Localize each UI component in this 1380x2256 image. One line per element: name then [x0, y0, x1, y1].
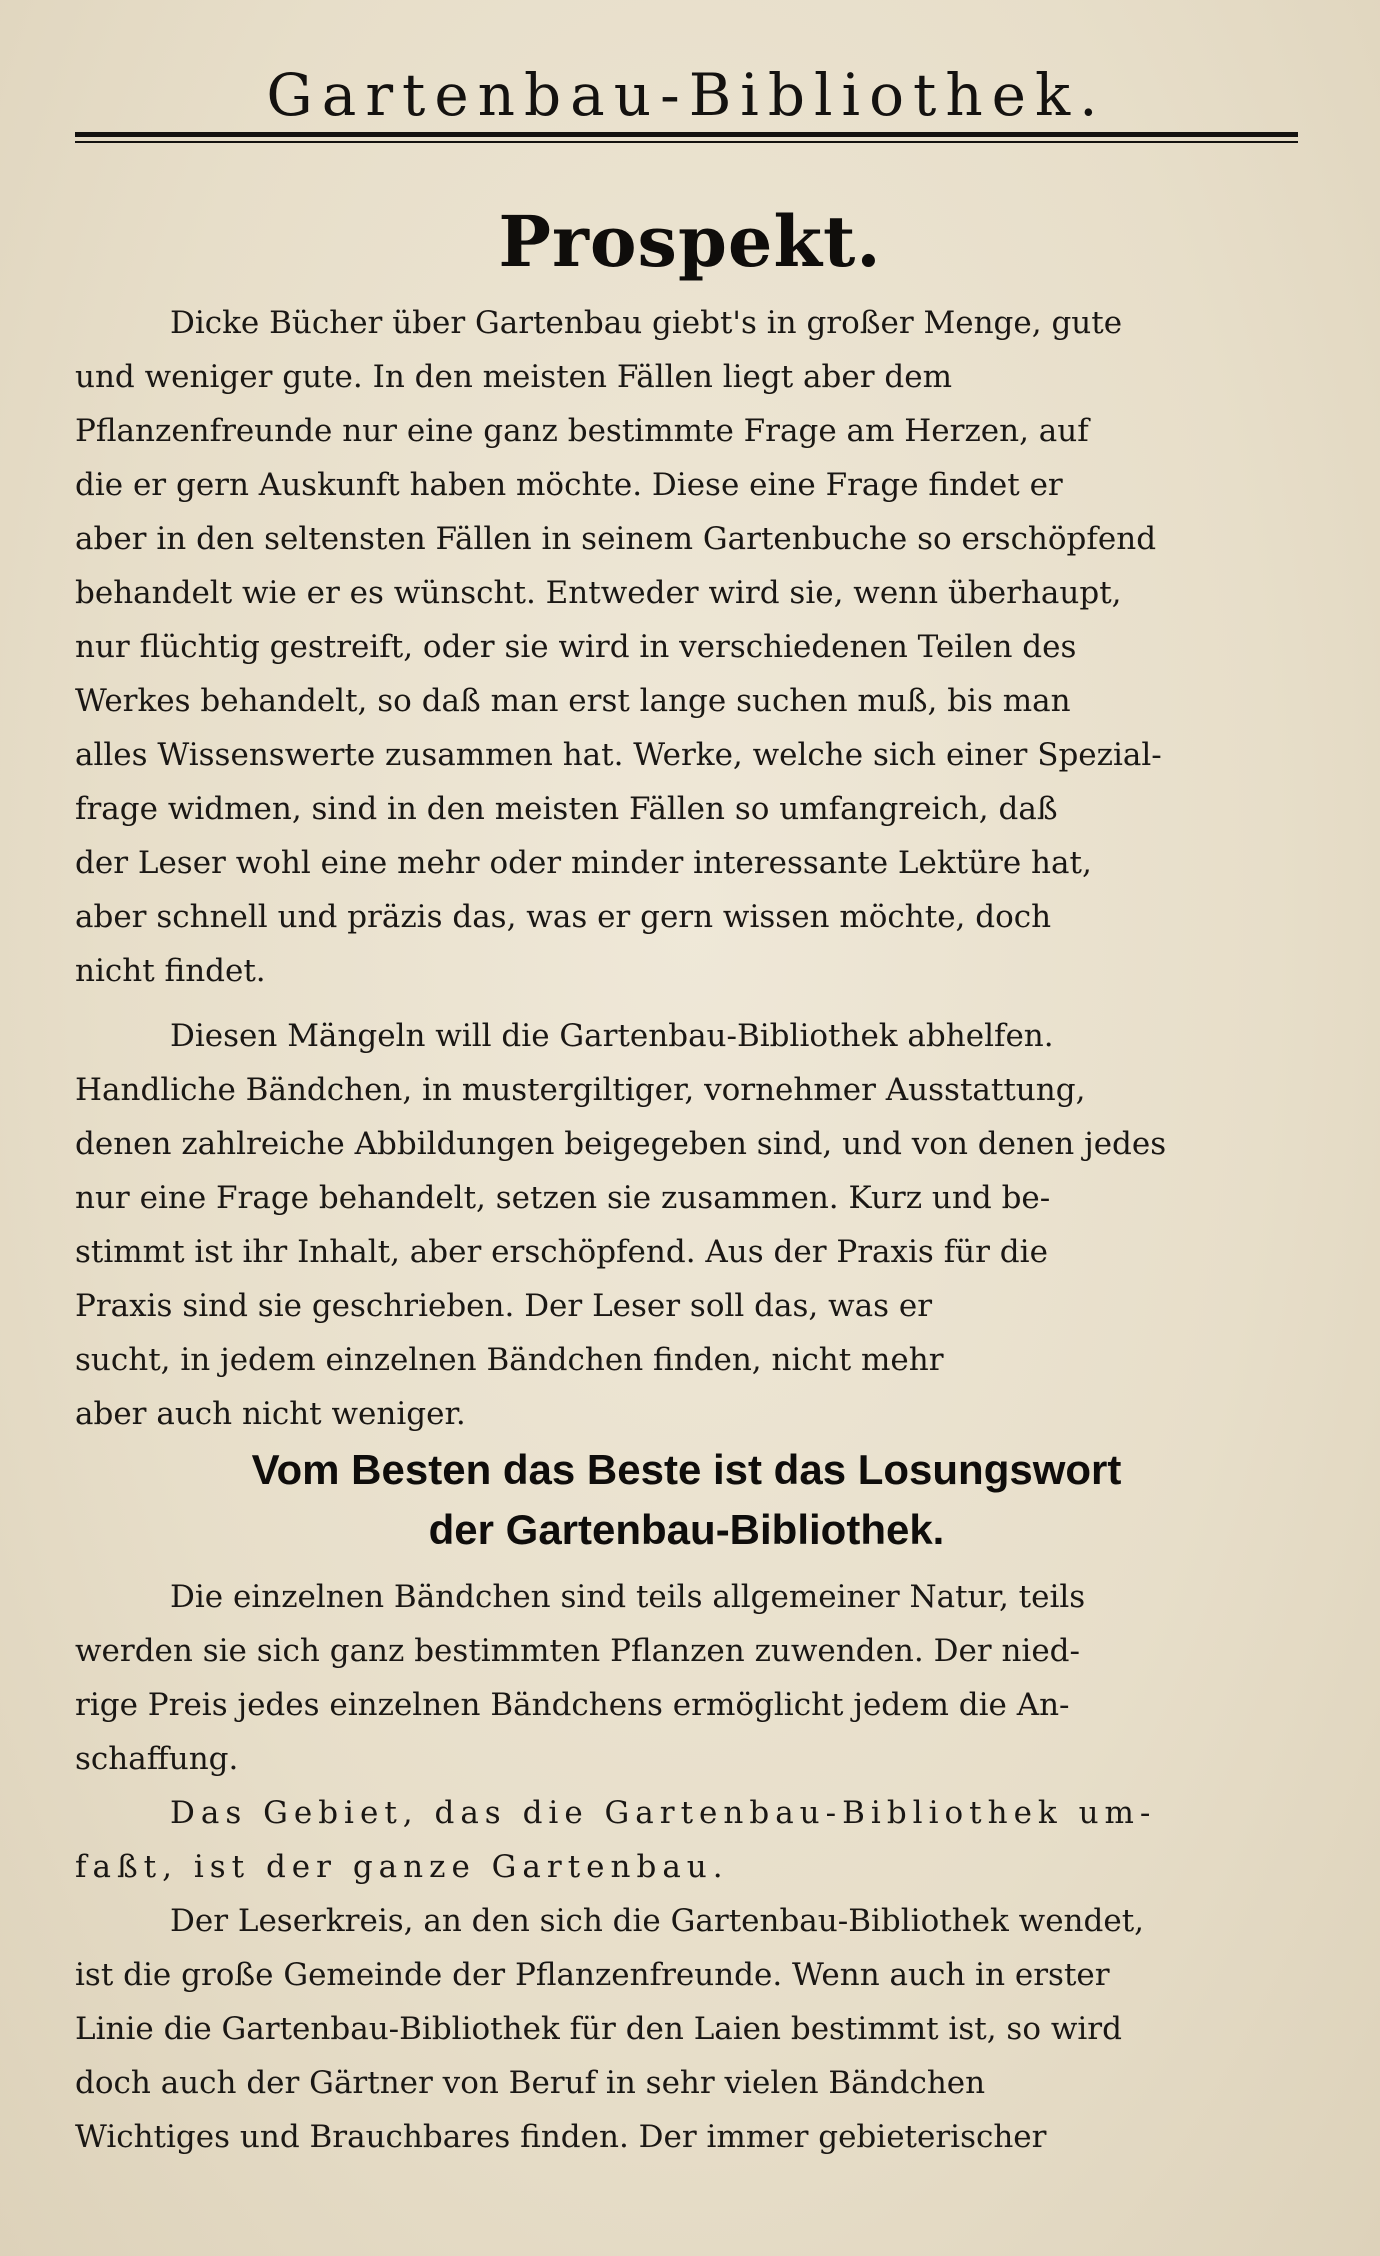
- text-line: aber in den seltensten Fällen in seinem Gartenbuche so erschöpfend: [75, 521, 1157, 557]
- text-line: werden sie sich ganz bestimmten Pflanzen zuwenden. Der nied-: [75, 1633, 1081, 1669]
- text-line: nicht findet.: [75, 953, 266, 989]
- text-line: ist die große Gemeinde der Pflanzenfreunde. Wenn auch in erster: [75, 1957, 1110, 1993]
- slogan-line-1: Vom Besten das Beste ist das Losungswort: [251, 1446, 1122, 1493]
- text-line: Wichtiges und Brauchbares finden. Der immer gebieterischer: [75, 2119, 1047, 2155]
- text-line: Handliche Bändchen, in mustergiltiger, vornehmer Ausstattung,: [75, 1072, 1086, 1108]
- text-line: Der Leserkreis, an den sich die Gartenbau-Bibliothek wendet,: [170, 1903, 1145, 1939]
- paragraph-2: [75, 1009, 1298, 1441]
- slogan-line-2: der Gartenbau-Bibliothek.: [428, 1506, 945, 1553]
- header-rule-thick: [75, 132, 1298, 137]
- text-line: sucht, in jedem einzelnen Bändchen finden, nicht mehr: [75, 1342, 944, 1378]
- text-line: Diesen Mängeln will die Gartenbau-Bibliothek abhelfen.: [170, 1018, 1054, 1054]
- text-line: frage widmen, sind in den meisten Fällen so umfangreich, daß: [75, 791, 1058, 827]
- slogan: [75, 1440, 1298, 1560]
- text-line: die er gern Auskunft haben möchte. Diese eine Frage findet er: [75, 467, 1063, 503]
- text-line: Praxis sind sie geschrieben. Der Leser soll das, was er: [75, 1288, 933, 1324]
- text-line: nur flüchtig gestreift, oder sie wird in verschiedenen Teilen des: [75, 629, 1077, 665]
- text-line: Pflanzenfreunde nur eine ganz bestimmte Frage am Herzen, auf: [75, 413, 1089, 449]
- text-line: nur eine Frage behandelt, setzen sie zusammen. Kurz und be-: [75, 1180, 1051, 1216]
- paragraph-5: [75, 1894, 1298, 2164]
- text-line: Linie die Gartenbau-Bibliothek für den Laien bestimmt ist, so wird: [75, 2011, 1122, 2047]
- paragraph-1: [75, 296, 1298, 998]
- text-line: schaffung.: [75, 1741, 239, 1777]
- text-line: aber auch nicht weniger.: [75, 1396, 466, 1432]
- text-line: behandelt wie er es wünscht. Entweder wird sie, wenn überhaupt,: [75, 575, 1122, 611]
- text-line: doch auch der Gärtner von Beruf in sehr vielen Bändchen: [75, 2065, 986, 2101]
- page-title: Prospekt.: [498, 200, 882, 283]
- text-line: Werkes behandelt, so daß man erst lange suchen muß, bis man: [75, 683, 1071, 719]
- text-line: der Leser wohl eine mehr oder minder interessante Lektüre hat,: [75, 845, 1092, 881]
- text-line: Die einzelnen Bändchen sind teils allgemeiner Natur, teils: [170, 1579, 1086, 1615]
- text-line: aber schnell und präzis das, was er gern wissen möchte, doch: [75, 899, 1052, 935]
- text-line: faßt, ist der ganze Gartenbau.: [75, 1849, 729, 1885]
- text-line: rige Preis jedes einzelnen Bändchens ermöglicht jedem die An-: [75, 1687, 1070, 1723]
- text-line: Dicke Bücher über Gartenbau giebt's in großer Menge, gute: [170, 305, 1123, 341]
- paragraph-3: [75, 1570, 1298, 1786]
- paragraph-4: [75, 1786, 1298, 1894]
- text-line: denen zahlreiche Abbildungen beigegeben sind, und von denen jedes: [75, 1126, 1167, 1162]
- text-line: Das Gebiet, das die Gartenbau-Bibliothek um-: [170, 1795, 1157, 1831]
- text-line: stimmt ist ihr Inhalt, aber erschöpfend. Aus der Praxis für die: [75, 1234, 1048, 1270]
- text-line: und weniger gute. In den meisten Fällen liegt aber dem: [75, 359, 952, 395]
- page-header: [75, 52, 1298, 148]
- text-line: alles Wissenswerte zusammen hat. Werke, welche sich einer Spezial-: [75, 737, 1162, 773]
- header-rule-thin: [75, 141, 1298, 143]
- running-title: Gartenbau-Bibliothek.: [266, 61, 1107, 129]
